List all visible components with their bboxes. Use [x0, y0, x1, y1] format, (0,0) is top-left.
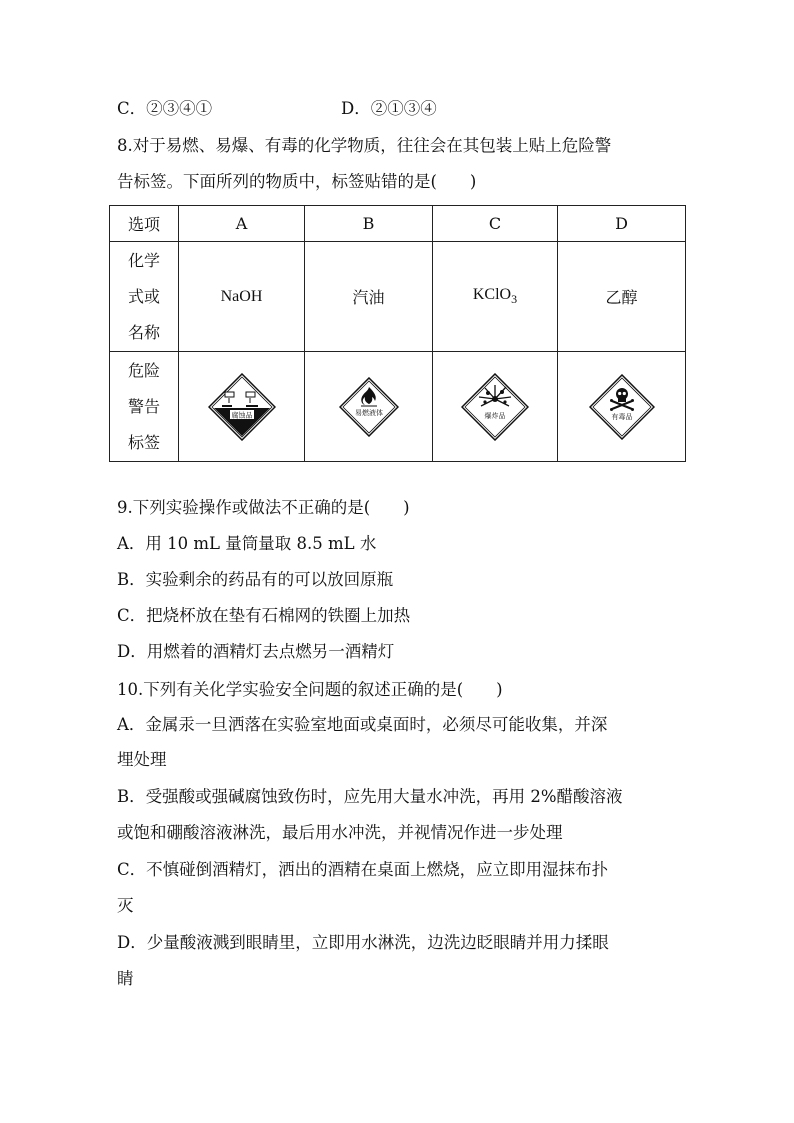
table-row-substance — [110, 242, 686, 352]
corrosive-icon — [208, 373, 276, 441]
row-label-part: 危险 — [127, 360, 160, 380]
substance-c-main: KClO — [472, 285, 512, 303]
hazard-label-a — [179, 352, 305, 462]
q8-stem-line1: 8.对于易燃、易爆、有毒的化学物质，往往会在其包装上贴上危险警 — [117, 136, 612, 155]
q7-option-c: C．②③④① — [117, 99, 213, 118]
q10-option-a-line1: A．金属汞一旦洒落在实验室地面或桌面时，必须尽可能收集，并深 — [117, 715, 608, 734]
q10-option-a-line2: 埋处理 — [117, 750, 167, 769]
label-text-d: 有毒品 — [611, 412, 632, 421]
flame-icon — [339, 377, 399, 437]
row-label-part: 警告 — [127, 396, 160, 416]
label-text-c: 爆炸品 — [484, 411, 506, 420]
q10-option-b-line1: B．受强酸或强碱腐蚀致伤时，应先用大量水冲洗，再用 2%醋酸溶液 — [117, 787, 623, 806]
header-b: B — [305, 206, 433, 242]
row-label-part: 式或 — [127, 286, 160, 306]
substance-c-subscript: 3 — [511, 292, 518, 307]
row-label-hazard — [110, 352, 179, 462]
label-text-a: 腐蚀品 — [231, 411, 252, 419]
header-option: 选项 — [110, 206, 179, 242]
q7-option-d: D．②①③④ — [341, 99, 437, 118]
substance-a: NaOH — [179, 242, 305, 352]
header-c: C — [433, 206, 558, 242]
row-label-part: 化学 — [127, 250, 160, 270]
q10-stem: 10.下列有关化学实验安全问题的叙述正确的是( ) — [117, 680, 503, 699]
hazard-label-c — [433, 352, 558, 462]
substance-b: 汽油 — [305, 242, 433, 352]
q10-option-c-line2: 灭 — [117, 896, 134, 915]
row-label-substance — [110, 242, 179, 352]
header-a: A — [179, 206, 305, 242]
row-label-part: 名称 — [127, 322, 160, 342]
table-row-label — [110, 352, 686, 462]
q10-option-b-line2: 或饱和硼酸溶液淋洗，最后用水冲洗，并视情况作进一步处理 — [117, 823, 563, 842]
skull-crossbones-icon — [589, 374, 655, 440]
q9-stem: 9.下列实验操作或做法不正确的是( ) — [117, 498, 410, 517]
q10-option-d-line2: 睛 — [117, 969, 134, 988]
q9-option-d: D．用燃着的酒精灯去点燃另一酒精灯 — [117, 642, 395, 661]
hazard-label-b — [305, 352, 433, 462]
row-label-part: 标签 — [127, 432, 160, 452]
q9-option-a: A．用 10 mL 量筒量取 8.5 mL 水 — [117, 534, 377, 553]
table-header-row — [110, 206, 686, 242]
q9-option-b: B．实验剩余的药品有的可以放回原瓶 — [117, 570, 394, 589]
hazard-label-d — [558, 352, 686, 462]
q10-option-c-line1: C．不慎碰倒酒精灯，洒出的酒精在桌面上燃烧，应立即用湿抹布扑 — [117, 860, 609, 879]
q9-option-c: C．把烧杯放在垫有石棉网的铁圈上加热 — [117, 606, 411, 625]
q10-option-d-line1: D．少量酸液溅到眼睛里，立即用水淋洗，边洗边眨眼睛并用力揉眼 — [117, 933, 609, 952]
q8-stem-line2: 告标签。下面所列的物质中，标签贴错的是( ) — [117, 172, 477, 191]
hazard-label-table — [109, 205, 686, 462]
label-text-b: 易燃液体 — [354, 408, 383, 417]
substance-d: 乙醇 — [558, 242, 686, 352]
substance-c — [433, 242, 558, 352]
header-d: D — [558, 206, 686, 242]
explosion-icon — [461, 373, 529, 441]
